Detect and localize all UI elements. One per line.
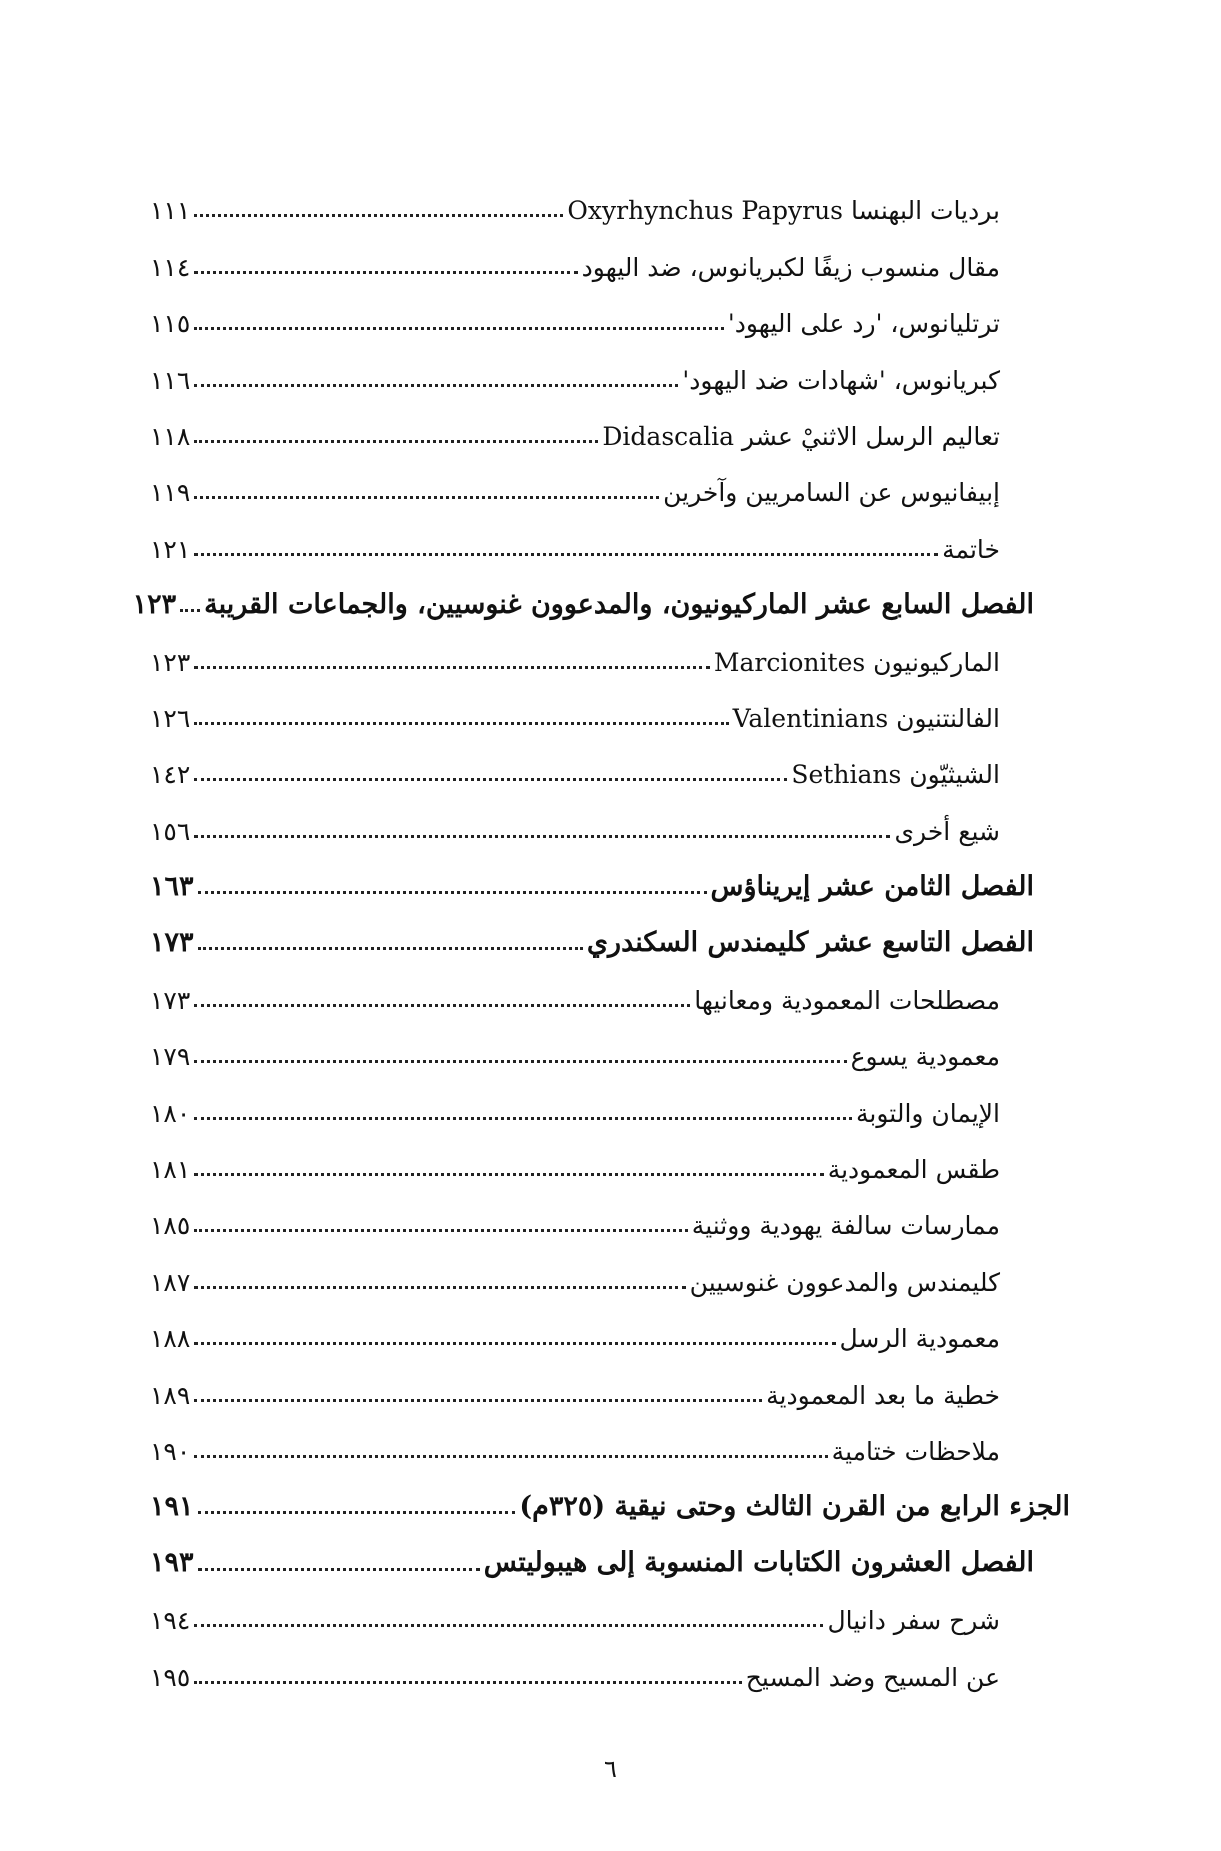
toc-entry-page: ١٢٣ [132,588,177,620]
toc-entry-page: ١٩١ [150,1490,194,1522]
toc-leader-dots [194,835,890,838]
toc-entry [150,1129,1070,1185]
toc-entry [150,1467,1070,1523]
toc-entry-title: معمودية يسوع [850,1042,1000,1072]
toc-entry-title: برديات البهنسا Oxyrhynchus Papyrus [567,196,1000,226]
toc-entry-page: ١٨٠ [150,1098,191,1128]
toc-entry-title: شيع أخرى [894,816,1000,846]
toc-entry-page: ١٩٤ [150,1606,191,1636]
toc-entry-title: كبريانوس، 'شهادات ضد اليهود' [682,365,1000,395]
toc-leader-dots [194,440,598,443]
toc-entry-page: ١١٤ [150,252,191,282]
toc-entry [150,1072,1070,1128]
toc-entry [150,1636,1070,1692]
toc-leader-dots [194,1229,688,1232]
toc-entry-page: ١١٩ [150,478,191,508]
toc-entry-page: ١٨٨ [150,1324,191,1354]
toc-entry-page: ١٩٥ [150,1662,191,1692]
toc-entry-title: طقس المعمودية [827,1155,1000,1185]
toc-entry-title: مصطلحات المعمودية ومعانيها [694,985,1000,1015]
toc-entry-page: ١٢٦ [150,703,191,733]
toc-entry [150,1523,1070,1579]
toc-entry [150,621,1070,677]
toc-entry-title: الفصل الثامن عشر إيريناؤس [710,870,1034,902]
toc-leader-dots [194,496,659,499]
toc-entry-title: تعاليم الرسل الاثنيْ عشر Didascalia [602,421,1000,451]
toc-entry-page: ١٥٦ [150,816,191,846]
toc-entry-title: الماركيونيون Marcionites [713,647,1000,677]
toc-entry-page: ١١٥ [150,309,191,339]
toc-entry-page: ١٩٠ [150,1436,191,1466]
toc-entry [150,170,1070,226]
toc-entry-title: مقال منسوب زيفًا لكبريانوس، ضد اليهود [581,252,1000,282]
toc-entry-title: الفصل التاسع عشر كليمندس السكندري [586,927,1034,959]
toc-entry [150,452,1070,508]
toc-entry-title: الإيمان والتوبة [856,1098,1000,1128]
toc-entry [150,226,1070,282]
toc-leader-dots [194,1060,846,1063]
toc-entry [150,1016,1070,1072]
toc-leader-dots [194,553,938,556]
toc-leader-dots [194,1117,852,1120]
toc-entry-page: ١١٦ [150,365,191,395]
toc-entry-page: ١٩٣ [150,1547,194,1579]
table-of-contents [132,170,1070,1693]
toc-entry [150,790,1070,846]
toc-leader-dots [198,947,583,950]
toc-leader-dots [194,666,710,669]
toc-leader-dots [194,1004,690,1007]
toc-entry [150,959,1070,1015]
toc-entry-title: كليمندس والمدعوون غنوسيين [689,1267,1000,1297]
toc-entry-title: ترتليانوس، 'رد على اليهود' [727,309,1000,339]
page-number: ٦ [604,1755,617,1783]
toc-leader-dots [194,722,728,725]
toc-entry-page: ١٨٥ [150,1211,191,1241]
toc-leader-dots [194,384,678,387]
toc-leader-dots [198,1568,480,1571]
toc-entry-title: الشيثيّون Sethians [791,760,1000,790]
toc-entry-page: ١٧٩ [150,1042,191,1072]
toc-entry [150,1298,1070,1354]
toc-leader-dots [194,1624,823,1627]
toc-leader-dots [194,1173,823,1176]
toc-entry [150,396,1070,452]
toc-entry [150,1241,1070,1297]
toc-entry-page: ١١٨ [150,421,191,451]
toc-entry-title: عن المسيح وضد المسيح [745,1662,1000,1692]
toc-entry-page: ١٨٩ [150,1380,191,1410]
toc-entry-page: ١٦٣ [150,870,194,902]
toc-leader-dots [194,1399,762,1402]
toc-entry-page: ١٤٢ [150,760,191,790]
toc-leader-dots [198,891,707,894]
toc-entry-page: ١٨١ [150,1155,191,1185]
toc-entry-title: خطية ما بعد المعمودية [766,1380,1000,1410]
toc-entry-title: الفصل السابع عشر الماركيونيون، والمدعوون غنوسيين، والجماعات القريبة [204,588,1034,620]
toc-entry-title: إبيفانيوس عن السامريين وآخرين [663,478,1000,508]
toc-entry [132,565,1070,621]
toc-entry-title: الفالنتنيون Valentinians [732,703,1000,733]
toc-entry [150,1580,1070,1636]
toc-entry-page: ١١١ [150,196,191,226]
toc-leader-dots [194,1286,685,1289]
toc-leader-dots [194,271,577,274]
toc-entry [150,283,1070,339]
toc-leader-dots [194,327,724,330]
toc-entry-title: شرح سفر دانيال [827,1606,1000,1636]
toc-entry-title: ممارسات سالفة يهودية ووثنية [691,1211,1000,1241]
toc-leader-dots [198,1511,516,1514]
toc-entry-title: خاتمة [942,534,1000,564]
toc-leader-dots [180,609,200,612]
toc-entry [150,847,1070,903]
toc-entry-title: ملاحظات ختامية [831,1436,1000,1466]
toc-entry-page: ١٢١ [150,534,191,564]
toc-leader-dots [194,778,787,781]
toc-entry-page: ١٧٣ [150,985,191,1015]
toc-entry [150,678,1070,734]
toc-leader-dots [194,1455,827,1458]
toc-entry-title: الجزء الرابع من القرن الثالث وحتى نيقية (٣٢٥م) [519,1490,1070,1522]
toc-leader-dots [194,1342,835,1345]
toc-leader-dots [194,214,563,217]
toc-entry [150,734,1070,790]
toc-entry [150,903,1070,959]
toc-entry [150,1354,1070,1410]
toc-entry-title: معمودية الرسل [839,1324,1000,1354]
toc-entry-page: ١٧٣ [150,927,194,959]
toc-entry [150,1185,1070,1241]
toc-entry [150,339,1070,395]
toc-entry-page: ١٨٧ [150,1267,191,1297]
toc-entry-page: ١٢٣ [150,647,191,677]
toc-entry [150,508,1070,564]
toc-entry-title: الفصل العشرون الكتابات المنسوبة إلى هيبوليتس [483,1547,1034,1579]
toc-leader-dots [194,1681,741,1684]
toc-entry [150,1411,1070,1467]
